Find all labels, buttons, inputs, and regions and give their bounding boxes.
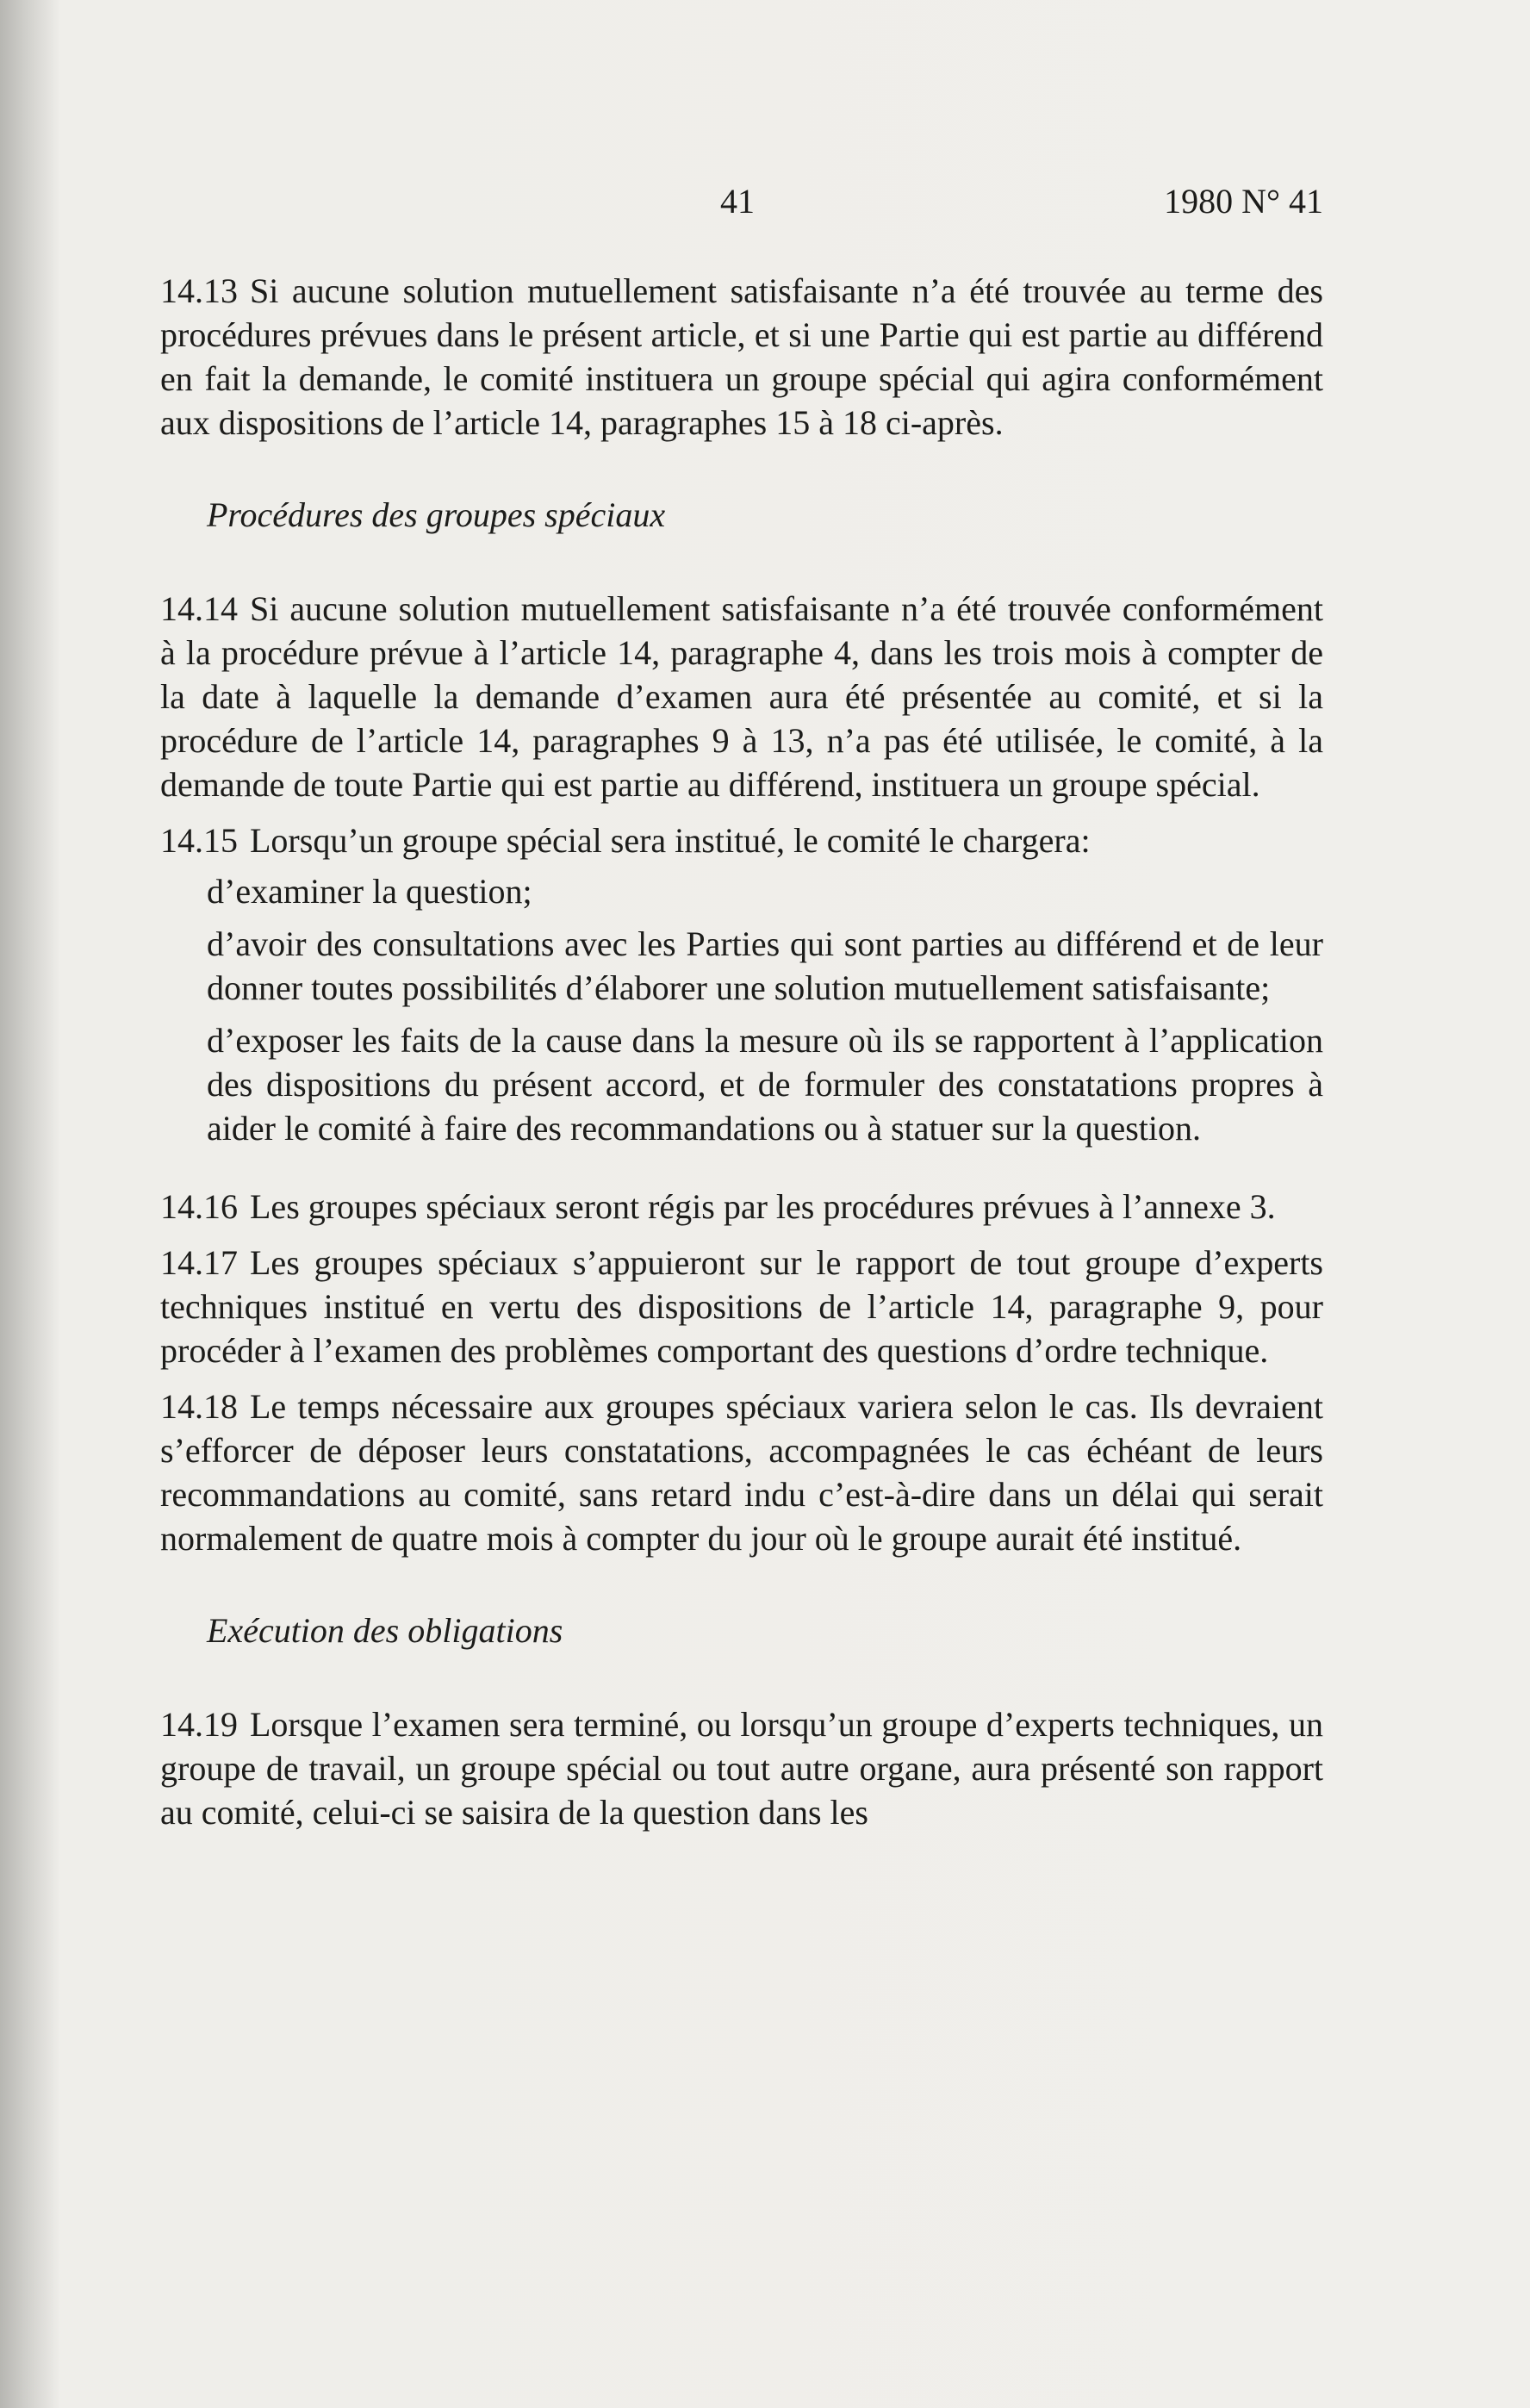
paragraph-text: Lorsqu’un groupe spécial sera institué, le comité le chargera: (250, 821, 1091, 860)
page-body (160, 269, 1323, 1846)
paragraph-14-14 (160, 587, 1323, 806)
paragraph-number: 14.19 (160, 1705, 238, 1744)
paragraph-14-15 (160, 818, 1323, 862)
running-header (160, 181, 1323, 233)
section-heading-procedures: Procédures des groupes spéciaux (207, 495, 666, 534)
paragraph-14-16 (160, 1185, 1323, 1229)
paragraph-14-19 (160, 1702, 1323, 1834)
document-reference: 1980 N° 41 (1164, 182, 1323, 221)
paragraph-number: 14.15 (160, 821, 238, 860)
paragraph-number: 14.18 (160, 1387, 238, 1426)
paragraph-number: 14.17 (160, 1243, 238, 1282)
paragraph-number: 14.16 (160, 1187, 238, 1226)
paragraph-14-17 (160, 1241, 1323, 1372)
paragraph-text: Si aucune solution mutuellement satisfaisante n’a été trouvée conformément à la procédure prévue à l’article 14, paragraphe 4, dans les trois mois à compter de la date à laquelle la demande d’examen aura été présentée au comité, et si la procédure de l’article 14, paragraphes 9 à 13, n’a pas été utilisée, le comité, à la demande de toute Partie qui est partie au différend, instituera un groupe spécial. (160, 589, 1323, 804)
section-heading-execution: Exécution des obligations (207, 1611, 563, 1650)
paragraph-text: Si aucune solution mutuellement satisfaisante n’a été trouvée au terme des procédures prévues dans le présent article, et si une Partie qui est partie au différend en fait la demande, le comité instituera un groupe spécial qui agira conformément aux dispositions de l’article 14, paragraphes 15 à 18 ci-après. (160, 271, 1323, 442)
paragraph-number: 14.14 (160, 589, 238, 628)
list-item: d’exposer les faits de la cause dans la mesure où ils se rapportent à l’application des dispositions du présent accord, et de formuler des constatations propres à aider le comité à faire des recommandations ou à statuer sur la question. (207, 1021, 1323, 1148)
paragraph-text: Les groupes spéciaux seront régis par les procédures prévues à l’annexe 3. (250, 1187, 1276, 1226)
page-number: 41 (720, 182, 755, 221)
paragraph-14-18 (160, 1384, 1323, 1560)
paragraph-number: 14.13 (160, 271, 238, 310)
list-item: d’avoir des consultations avec les Parties qui sont parties au différend et de leur donner toutes possibilités d’élaborer une solution mutuellement satisfaisante; (207, 924, 1323, 1007)
paragraph-14-13 (160, 269, 1323, 445)
paragraph-text: Les groupes spéciaux s’appuieront sur le rapport de tout groupe d’experts techniques institué en vertu des dispositions de l’article 14, paragraphe 9, pour procéder à l’examen des problèmes comportant des questions d’ordre technique. (160, 1243, 1323, 1370)
paragraph-text: Le temps nécessaire aux groupes spéciaux variera selon le cas. Ils devraient s’efforcer de déposer leurs constatations, accompagnées le cas échéant de leurs recommandations au comité, sans retard indu c’est-à-dire dans un délai qui serait normalement de quatre mois à compter du jour où le groupe aurait été institué. (160, 1387, 1323, 1558)
binding-gutter-shadow (0, 0, 60, 2408)
list-item: d’examiner la question; (207, 872, 532, 911)
paragraph-text: Lorsque l’examen sera terminé, ou lorsqu’un groupe d’experts techniques, un groupe de travail, un groupe spécial ou tout autre organe, aura présenté son rapport au comité, celui-ci se saisira de la question dans les (160, 1705, 1323, 1832)
